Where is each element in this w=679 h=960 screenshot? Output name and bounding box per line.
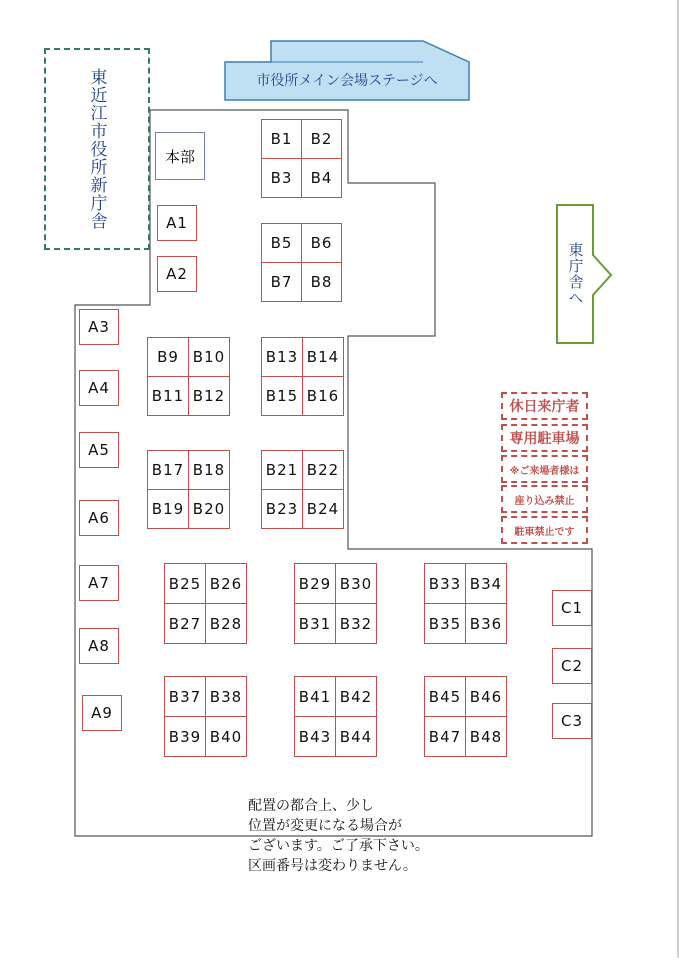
booth-c3: C3 (552, 703, 592, 739)
booth-b43: B43 (294, 716, 336, 757)
booth-b4: B4 (301, 158, 342, 198)
layout-change-note (248, 796, 429, 876)
booth-b17: B17 (147, 450, 189, 490)
booth-a3: A3 (79, 309, 119, 345)
booth-b3: B3 (261, 158, 302, 198)
booth-a8: A8 (79, 628, 119, 664)
dedicated-parking-notice: 専用駐車場 (501, 424, 588, 452)
booth-a1: A1 (157, 205, 197, 241)
booth-b35: B35 (424, 603, 466, 644)
booth-b26: B26 (205, 563, 247, 604)
booth-a6: A6 (79, 500, 119, 536)
booth-b28: B28 (205, 603, 247, 644)
booth-b7: B7 (261, 262, 302, 302)
east-building-label: 東庁舎へ (566, 242, 585, 306)
booth-b38: B38 (205, 676, 247, 717)
booth-b29: B29 (294, 563, 336, 604)
booth-b19: B19 (147, 489, 189, 529)
booth-b48: B48 (465, 716, 507, 757)
booth-b2: B2 (301, 119, 342, 159)
booth-b37: B37 (164, 676, 206, 717)
booth-b18: B18 (188, 450, 230, 490)
booth-b40: B40 (205, 716, 247, 757)
no-sitting-notice: 座り込み禁止 (501, 485, 588, 513)
booth-b41: B41 (294, 676, 336, 717)
booth-b42: B42 (335, 676, 377, 717)
booth-a4: A4 (79, 370, 119, 406)
booth-b20: B20 (188, 489, 230, 529)
booth-a5: A5 (79, 432, 119, 468)
booth-b45: B45 (424, 676, 466, 717)
booth-b47: B47 (424, 716, 466, 757)
booth-b12: B12 (188, 376, 230, 416)
booth-b5: B5 (261, 223, 302, 263)
booth-a7: A7 (79, 565, 119, 601)
booth-b33: B33 (424, 563, 466, 604)
booth-a9: A9 (82, 695, 122, 731)
headquarters-booth: 本部 (155, 132, 205, 180)
booth-b23: B23 (261, 489, 303, 529)
booth-c1: C1 (552, 590, 592, 626)
booth-b13: B13 (261, 337, 303, 377)
booth-b9: B9 (147, 337, 189, 377)
booth-b1: B1 (261, 119, 302, 159)
note-line-4: 区画番号は変わりません。 (248, 858, 417, 874)
booth-b39: B39 (164, 716, 206, 757)
booth-b36: B36 (465, 603, 507, 644)
booth-a2: A2 (157, 256, 197, 292)
booth-b14: B14 (302, 337, 344, 377)
booth-b32: B32 (335, 603, 377, 644)
booth-b16: B16 (302, 376, 344, 416)
booth-b24: B24 (302, 489, 344, 529)
booth-b22: B22 (302, 450, 344, 490)
booth-b21: B21 (261, 450, 303, 490)
booth-b8: B8 (301, 262, 342, 302)
booth-b11: B11 (147, 376, 189, 416)
booth-b10: B10 (188, 337, 230, 377)
stage-direction-label: 市役所メイン会場ステージへ (256, 73, 438, 89)
city-hall-new-building: 東近江市役所新庁舎 (44, 48, 150, 250)
booth-b25: B25 (164, 563, 206, 604)
note-line-1: 配置の都合上、少し (248, 798, 374, 814)
booth-b44: B44 (335, 716, 377, 757)
booth-b34: B34 (465, 563, 507, 604)
booth-c2: C2 (552, 648, 592, 684)
booth-b31: B31 (294, 603, 336, 644)
booth-b30: B30 (335, 563, 377, 604)
note-line-2: 位置が変更になる場合が (248, 818, 402, 834)
note-line-3: ございます。ご了承下さい。 (248, 838, 429, 854)
booth-b6: B6 (301, 223, 342, 263)
booth-b15: B15 (261, 376, 303, 416)
visitor-notice: ※ご来場者様は (501, 455, 588, 483)
booth-b46: B46 (465, 676, 507, 717)
no-parking-notice: 駐車禁止です (501, 516, 588, 544)
holiday-visitor-notice: 休日来庁者 (501, 392, 588, 420)
booth-b27: B27 (164, 603, 206, 644)
